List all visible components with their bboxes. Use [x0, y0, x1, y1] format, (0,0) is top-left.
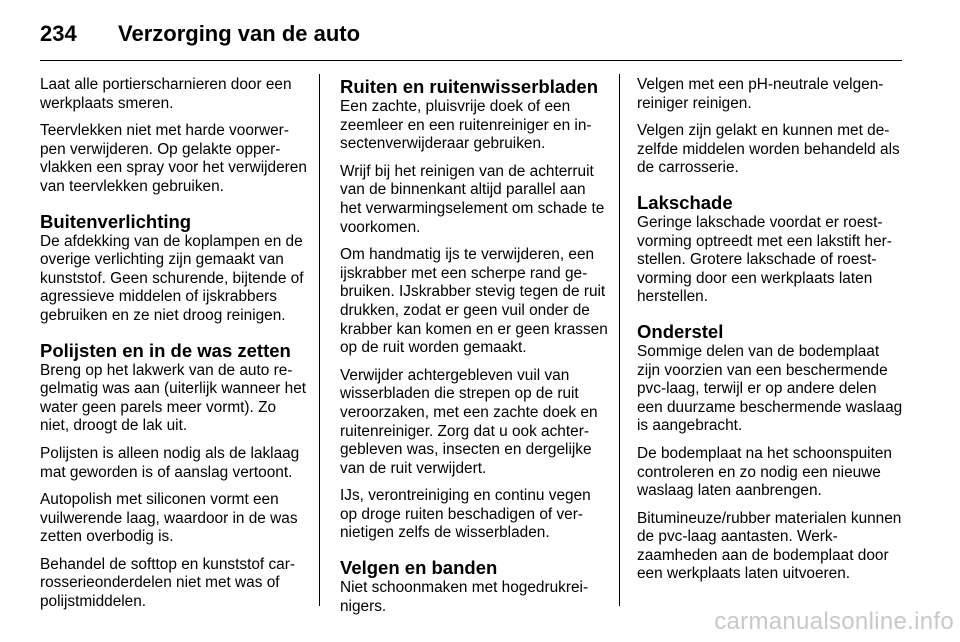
watermark: carmanualsonline.info	[714, 608, 954, 635]
section-heading-velgen: Velgen en banden	[340, 557, 498, 579]
paragraph: Een zachte, pluisvrije doek of een zeemleer en een ruitenreiniger en insectenverwijderaar gebruiken.	[340, 98, 592, 153]
section-heading-ruiten: Ruiten en ruitenwisserbladen	[340, 76, 599, 97]
paragraph: Behandel de softtop en kunststof carrosserieonderdelen niet met was of polijstmiddelen.	[40, 555, 295, 611]
paragraph: Geringe lakschade voordat er roestvorming optreedt met een lakstift herstellen. Grotere lakschade of roestvorming door een werkplaats laten herstellen.	[637, 213, 892, 306]
paragraph: Laat alle portierscharnieren door een werkplaats smeren.	[40, 76, 292, 112]
paragraph: Autopolish met siliconen vormt een vuilwerende laag, waardoor in de was zetten overbodig is.	[40, 491, 298, 546]
paragraph: Teervlekken niet met harde voorwerpen verwijderen. Op gelakte oppervlakken een spray voor het verwijderen van teervlekken gebruiken.	[40, 122, 307, 195]
paragraph: Verwijder achtergebleven vuil van wisserbladen die strepen op de ruit veroorzaken, met een zachte doek en ruitenreiniger. Zorg dat u ook achtergebleven was, insecten en dergelijke van de ruit verwijdert.	[340, 366, 598, 477]
paragraph: Om handmatig ijs te verwijderen, een ijskrabber met een scherpe rand gebruiken. IJskrabber stevig tegen de ruit drukken, zodat er geen vuil onder de krabber kan komen en er geen krassen op de ruit worden gemaakt.	[340, 246, 608, 357]
paragraph: Breng op het lakwerk van de auto regelmatig was aan (uiterlijk wanneer het water geen parels meer vormt). Zo niet, droogt de lak uit.	[40, 361, 307, 435]
column-divider	[319, 74, 320, 606]
paragraph: Sommige delen van de bodemplaat zijn voorzien van een beschermende pvc-laag, terwijl er op andere delen een duurzame beschermende waslaag is aangebracht.	[637, 342, 903, 435]
column-left	[40, 76, 308, 621]
paragraph: Niet schoonmaken met hogedrukreinigers.	[340, 579, 589, 615]
column-divider	[619, 74, 620, 606]
chapter-title: Verzorging van de auto	[118, 21, 361, 46]
page-header	[40, 14, 360, 54]
paragraph: Wrijf bij het reinigen van de achterruit van de binnenkant altijd parallel aan het verwarmingselement om schade te voorkomen.	[340, 162, 605, 236]
section-heading-onderstel: Onderstel	[637, 320, 724, 342]
paragraph: Bitumineuze/rubber materialen kunnen de pvc-laag aantasten. Werkzaamheden aan de bodemplaat door een werkplaats laten uitvoeren.	[637, 509, 902, 583]
column-right	[637, 76, 905, 593]
section-heading-polijsten: Polijsten en in de was zetten	[40, 339, 291, 361]
section-heading-lakschade: Lakschade	[637, 191, 733, 213]
section-heading-buitenverlichting: Buitenverlichting	[40, 210, 192, 232]
paragraph: De bodemplaat na het schoonspuiten controleren en zo nodig een nieuwe waslaag laten aanbrengen.	[637, 444, 892, 500]
paragraph: IJs, verontreiniging en continu vegen op droge ruiten beschadigen of vernietigen zelfs de wisserbladen.	[340, 487, 591, 542]
paragraph: Velgen met een pH-neutrale velgenreiniger reinigen.	[637, 76, 884, 112]
column-middle	[340, 76, 608, 625]
paragraph: De afdekking van de koplampen en de overige verlichting zijn gemaakt van kunststof. Geen schurende, bijtende of agressieve middelen of ijskrabbers gebruiken en ze niet droog reinigen.	[40, 232, 304, 324]
page-number: 234	[40, 21, 77, 46]
paragraph: Velgen zijn gelakt en kunnen met dezelfde middelen worden behandeld als de carrosserie.	[637, 122, 900, 177]
header-rule	[40, 60, 902, 61]
paragraph: Polijsten is alleen nodig als de laklaag mat geworden is of aanslag vertoont.	[40, 444, 300, 481]
